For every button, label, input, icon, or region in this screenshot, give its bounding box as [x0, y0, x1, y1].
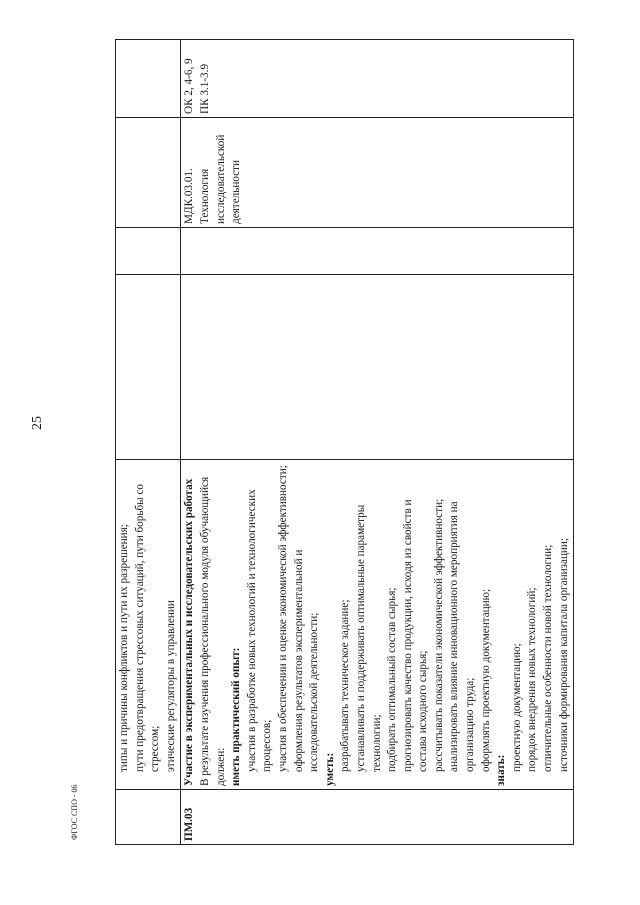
- empty-cell: [181, 275, 574, 460]
- knowledge-item: источники формирования капитала организации;: [557, 537, 570, 772]
- skills-item: устанавливать и поддерживать оптимальные параметры технологии;: [354, 504, 383, 772]
- mdk-cell: МДК.03.01. Технология исследовательской деятельности: [181, 118, 574, 228]
- empty-cell: [116, 40, 181, 118]
- module-row: [181, 40, 574, 845]
- continuation-line: пути предотвращения стрессовых ситуаций, пути борьбы со стрессом;: [133, 483, 162, 772]
- module-intro: В результате изучения профессионального модуля обучающийся должен:: [198, 476, 227, 786]
- continuation-row: [116, 40, 181, 845]
- skills-item: рассчитывать показатели экономической эффективности;: [432, 498, 445, 772]
- continuation-content-cell: [116, 460, 181, 790]
- continuation-line: этические регуляторы в управлении: [164, 600, 177, 772]
- skills-item: прогнозировать качество продукции, исходя из свойств и состава исходного сырья;: [401, 499, 430, 772]
- module-code: ПМ.03: [181, 790, 574, 845]
- skills-item: подбирать оптимальный состав сырья;: [386, 587, 399, 772]
- practice-item: оформления результатов экспериментальной и исследовательской деятельности;: [292, 549, 321, 772]
- empty-cell: [116, 275, 181, 460]
- knowledge-item: порядок внедрения новых технологий;: [526, 587, 539, 772]
- skills-item: оформлять проектную документацию;: [479, 588, 492, 772]
- knowledge-item: проектную документацию;: [510, 643, 523, 772]
- page-number: 25: [30, 416, 45, 430]
- continuation-line: типы и причины конфликтов и пути их разрешения;: [118, 524, 130, 772]
- empty-cell: [116, 228, 181, 275]
- practice-item: участия в обеспечении и оценке экономической эффективности;: [276, 465, 289, 772]
- module-title: Участие в экспериментальных и исследовательских работах: [183, 478, 196, 786]
- empty-cell: [116, 118, 181, 228]
- empty-cell: [181, 228, 574, 275]
- skills-item: разрабатывать техническое задание;: [339, 599, 352, 772]
- practice-heading: иметь практический опыт:: [230, 647, 243, 786]
- practice-item: участия в разработке новых технологий и технологических процессов;: [245, 489, 274, 772]
- skills-heading: уметь:: [323, 752, 336, 786]
- continuation-code-cell: [116, 790, 181, 845]
- knowledge-heading: знать:: [495, 754, 508, 786]
- footer-code: ФГОС СПО - 06: [70, 784, 79, 840]
- curriculum-table: [115, 39, 574, 845]
- competencies-cell: ОК 2, 4-6, 9 ПК 3.1-3.9: [181, 40, 574, 118]
- module-content-cell: [181, 460, 574, 790]
- knowledge-item: отличительные особенности новой технологии;: [542, 544, 555, 772]
- skills-item: анализировать влияние инновационного мероприятия на организацию труда;: [448, 501, 477, 772]
